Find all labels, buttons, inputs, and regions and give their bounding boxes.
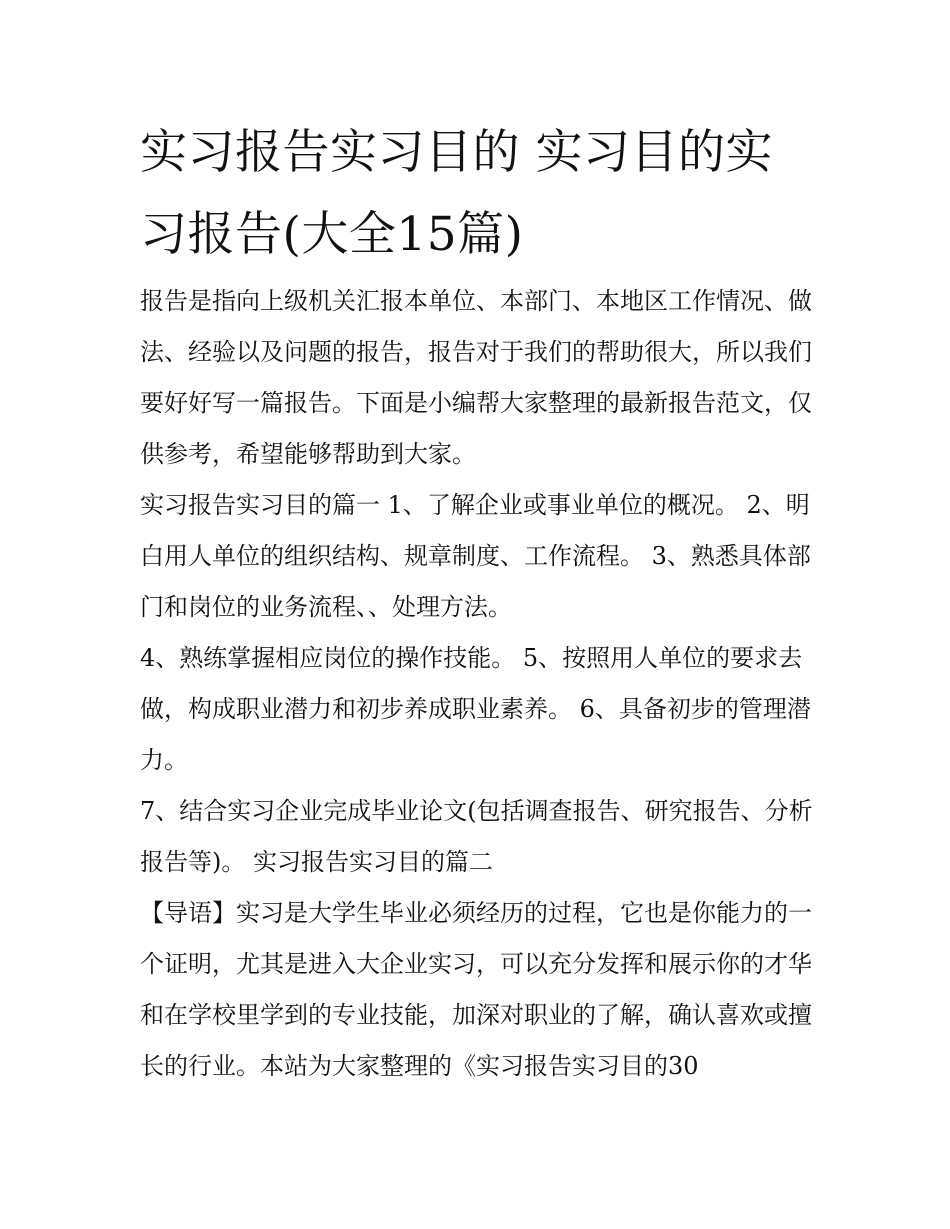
document-title: 实习报告实习目的 实习目的实习报告(大全15篇) bbox=[140, 125, 773, 262]
paragraph-intro-guide: 【导语】实习是大学生毕业必须经历的过程，它也是你能力的一个证明，尤其是进入大企业实习，可以充分发挥和展示你的才华和在学校里学到的专业技能，加深对职业的了解，确认喜欢或擅长的行业。本站为大家整理的《实习报告实习目的30 bbox=[140, 899, 812, 1080]
paragraph-skills: 4、熟练掌握相应岗位的操作技能。 5、按照用人单位的要求去做，构成职业潜力和初步养成职业素养。 6、具备初步的管理潜力。 bbox=[140, 644, 811, 774]
paragraph-thesis: 7、结合实习企业完成毕业论文(包括调查报告、研究报告、分析报告等)。 实习报告实习目的篇二 bbox=[140, 797, 813, 876]
paragraph-intro: 报告是指向上级机关汇报本单位、本部门、本地区工作情况、做法、经验以及问题的报告，报告对于我们的帮助很大，所以我们要好好写一篇报告。下面是小编帮大家整理的最新报告范文，仅供参考，希望能够帮助到大家。 bbox=[140, 287, 812, 468]
document-page bbox=[140, 112, 820, 1092]
paragraph-part-one: 实习报告实习目的篇一 1、了解企业或事业单位的概况。 2、明白用人单位的组织结构、规章制度、工作流程。 3、熟悉具体部门和岗位的业务流程、、处理方法。 bbox=[140, 491, 811, 621]
